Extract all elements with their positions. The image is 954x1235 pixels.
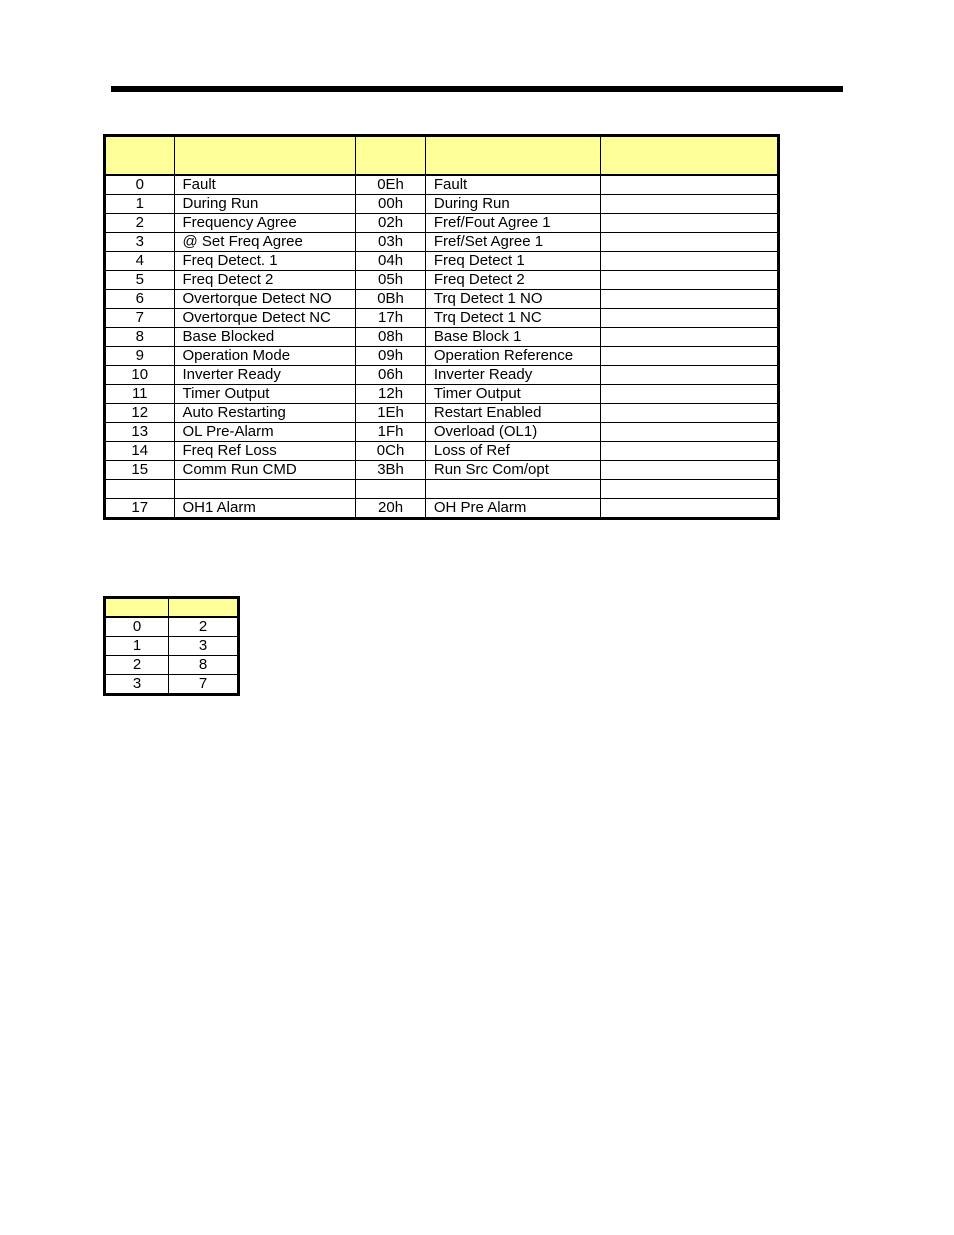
old-function-cell: Auto Restarting (174, 404, 356, 423)
notes-cell (600, 309, 778, 328)
row-number-cell: 1 (105, 195, 175, 214)
notes-cell (600, 366, 778, 385)
row-number-cell (105, 480, 175, 499)
table-body (105, 617, 239, 695)
old-function-cell: Freq Detect 2 (174, 271, 356, 290)
row-number-cell: 14 (105, 442, 175, 461)
hex-code-cell: 17h (356, 309, 426, 328)
header-cell (105, 136, 175, 176)
notes-cell (600, 423, 778, 442)
old-function-cell: Timer Output (174, 385, 356, 404)
input-value-cell: 2 (105, 656, 169, 675)
table-row (105, 175, 779, 195)
header-cell (425, 136, 600, 176)
new-function-cell: Timer Output (425, 385, 600, 404)
header-cell (600, 136, 778, 176)
hex-code-cell: 20h (356, 499, 426, 519)
new-function-cell: During Run (425, 195, 600, 214)
notes-cell (600, 385, 778, 404)
new-function-cell (425, 480, 600, 499)
notes-cell (600, 195, 778, 214)
hex-code-cell: 0Bh (356, 290, 426, 309)
row-number-cell: 10 (105, 366, 175, 385)
notes-cell (600, 404, 778, 423)
notes-cell (600, 328, 778, 347)
table-row (105, 290, 779, 309)
table-header-row (105, 136, 779, 176)
table-row (105, 423, 779, 442)
hex-code-cell (356, 480, 426, 499)
output-value-cell: 3 (169, 637, 239, 656)
table-row (105, 347, 779, 366)
old-function-cell: OL Pre-Alarm (174, 423, 356, 442)
hex-code-cell: 12h (356, 385, 426, 404)
hex-code-cell: 03h (356, 233, 426, 252)
new-function-cell: Run Src Com/opt (425, 461, 600, 480)
new-function-cell: OH Pre Alarm (425, 499, 600, 519)
old-function-cell: Freq Ref Loss (174, 442, 356, 461)
notes-cell (600, 233, 778, 252)
row-number-cell: 2 (105, 214, 175, 233)
table-row (105, 617, 239, 637)
input-value-cell: 1 (105, 637, 169, 656)
old-function-cell: Operation Mode (174, 347, 356, 366)
table-row (105, 214, 779, 233)
notes-cell (600, 442, 778, 461)
old-function-cell: @ Set Freq Agree (174, 233, 356, 252)
table-row (105, 404, 779, 423)
row-number-cell: 4 (105, 252, 175, 271)
old-function-cell: OH1 Alarm (174, 499, 356, 519)
new-function-cell: Loss of Ref (425, 442, 600, 461)
hex-code-cell: 09h (356, 347, 426, 366)
new-function-cell: Restart Enabled (425, 404, 600, 423)
table-row (105, 461, 779, 480)
row-number-cell: 15 (105, 461, 175, 480)
header-cell (174, 136, 356, 176)
top-rule (111, 86, 843, 92)
row-number-cell: 11 (105, 385, 175, 404)
old-function-cell: Base Blocked (174, 328, 356, 347)
header-cell (356, 136, 426, 176)
notes-cell (600, 214, 778, 233)
row-number-cell: 6 (105, 290, 175, 309)
table-row (105, 675, 239, 695)
new-function-cell: Fault (425, 175, 600, 195)
table-row (105, 233, 779, 252)
notes-cell (600, 290, 778, 309)
notes-cell (600, 461, 778, 480)
hex-code-cell: 00h (356, 195, 426, 214)
notes-cell (600, 252, 778, 271)
table-body (105, 175, 779, 519)
old-function-cell: Comm Run CMD (174, 461, 356, 480)
table-row (105, 385, 779, 404)
new-function-cell: Fref/Set Agree 1 (425, 233, 600, 252)
hex-code-cell: 0Eh (356, 175, 426, 195)
row-number-cell: 12 (105, 404, 175, 423)
output-value-cell: 8 (169, 656, 239, 675)
header-cell (105, 598, 169, 618)
input-value-cell: 0 (105, 617, 169, 637)
row-number-cell: 9 (105, 347, 175, 366)
output-value-cell: 7 (169, 675, 239, 695)
notes-cell (600, 347, 778, 366)
table-row (105, 656, 239, 675)
notes-cell (600, 499, 778, 519)
table-row (105, 480, 779, 499)
table-row (105, 637, 239, 656)
table-row (105, 252, 779, 271)
hex-code-cell: 02h (356, 214, 426, 233)
new-function-cell: Inverter Ready (425, 366, 600, 385)
row-number-cell: 13 (105, 423, 175, 442)
new-function-cell: Trq Detect 1 NC (425, 309, 600, 328)
row-number-cell: 7 (105, 309, 175, 328)
old-function-cell: During Run (174, 195, 356, 214)
hex-code-cell: 05h (356, 271, 426, 290)
new-function-cell: Operation Reference (425, 347, 600, 366)
old-function-cell: Frequency Agree (174, 214, 356, 233)
row-number-cell: 5 (105, 271, 175, 290)
new-function-cell: Fref/Fout Agree 1 (425, 214, 600, 233)
table-row (105, 195, 779, 214)
new-function-cell: Base Block 1 (425, 328, 600, 347)
old-function-cell: Inverter Ready (174, 366, 356, 385)
row-number-cell: 17 (105, 499, 175, 519)
hex-code-cell: 04h (356, 252, 426, 271)
output-value-cell: 2 (169, 617, 239, 637)
input-value-cell: 3 (105, 675, 169, 695)
old-function-cell: Overtorque Detect NO (174, 290, 356, 309)
old-function-cell (174, 480, 356, 499)
notes-cell (600, 271, 778, 290)
row-number-cell: 8 (105, 328, 175, 347)
old-function-cell: Overtorque Detect NC (174, 309, 356, 328)
notes-cell (600, 480, 778, 499)
table-row (105, 309, 779, 328)
row-number-cell: 3 (105, 233, 175, 252)
new-function-cell: Freq Detect 1 (425, 252, 600, 271)
header-cell (169, 598, 239, 618)
table-row (105, 271, 779, 290)
table-row (105, 442, 779, 461)
row-number-cell: 0 (105, 175, 175, 195)
table-header-row (105, 598, 239, 618)
new-function-cell: Overload (OL1) (425, 423, 600, 442)
notes-cell (600, 175, 778, 195)
table-row (105, 328, 779, 347)
hex-code-cell: 3Bh (356, 461, 426, 480)
new-function-cell: Trq Detect 1 NO (425, 290, 600, 309)
value-mapping-table (103, 596, 240, 696)
old-function-cell: Freq Detect. 1 (174, 252, 356, 271)
table-row (105, 366, 779, 385)
old-function-cell: Fault (174, 175, 356, 195)
hex-code-cell: 1Eh (356, 404, 426, 423)
new-function-cell: Freq Detect 2 (425, 271, 600, 290)
table-row (105, 499, 779, 519)
hex-code-cell: 1Fh (356, 423, 426, 442)
hex-code-cell: 06h (356, 366, 426, 385)
hex-code-cell: 08h (356, 328, 426, 347)
hex-code-cell: 0Ch (356, 442, 426, 461)
parameter-conversion-table (103, 134, 780, 520)
